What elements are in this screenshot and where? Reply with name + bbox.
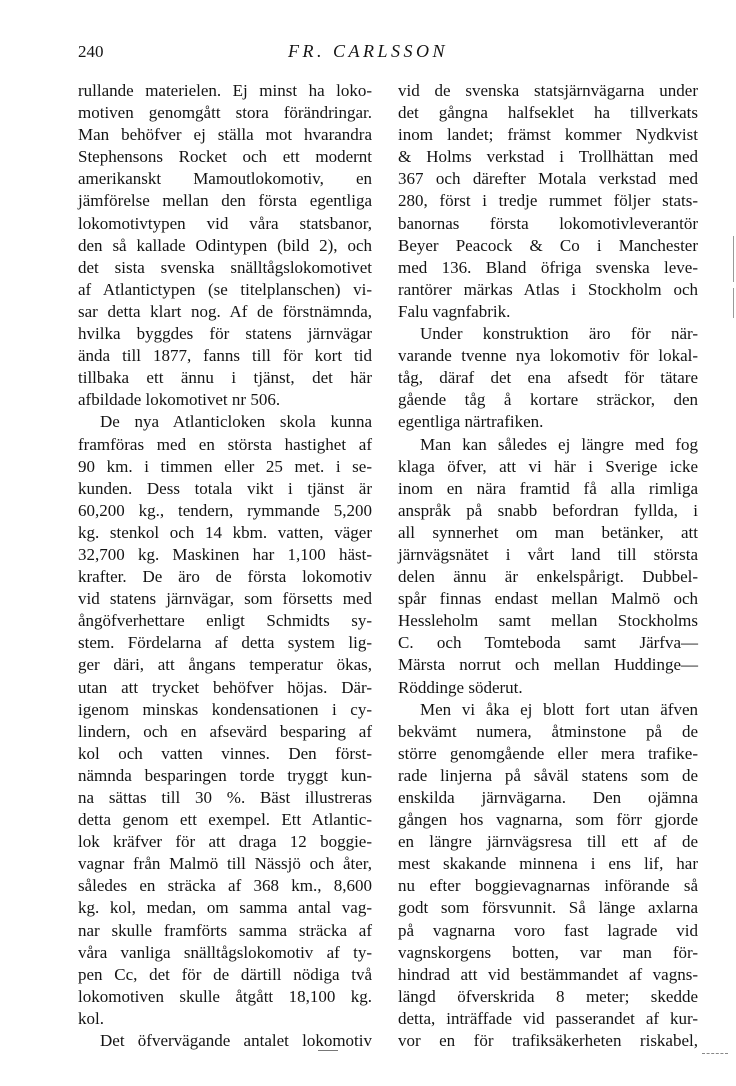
text-line: inom landet; främst kommer Nydkvist [398,125,698,145]
text-line: vor en för trafiksäkerheten riskabel, [398,1031,698,1051]
text-line: egentliga närtrafiken. [398,412,544,432]
text-line: C. och Tomteboda samt Järfva— [398,633,698,653]
text-line: vagnar från Malmö till Nässjö och åter, [78,854,372,874]
text-line: Röddinge söderut. [398,677,523,697]
scan-margin-mark [733,288,734,318]
right-text-column [398,80,698,1052]
text-line: således en sträcka af 368 km., 8,600 [78,876,372,896]
text-line: det sista svenska snälltågslokomotivet [78,257,372,277]
text-line: kg. stenkol och 14 kbm. vatten, väger [78,522,372,542]
text-line: en längre järnvägsresa till ett af de [398,832,698,852]
text-line: na sättas till 30 %. Bäst illustreras [78,788,372,807]
running-title: FR. CARLSSON [287,41,448,61]
text-line: rade linjerna på såväl statens som de [398,765,698,785]
text-line: rullande materielen. Ej minst ha loko- [78,81,372,100]
text-line: lindern, och en afsevärd besparing af [78,721,372,741]
text-line: gående tåg å kortare sträckor, den [398,390,698,410]
text-line: Man behöfver ej ställa mot hvarandra [78,125,372,145]
text-line: framföras med en största hastighet af [78,434,372,454]
text-line: Stephensons Rocket och ett modernt [78,147,372,167]
text-line: ångöfverhettare enligt Schmidts sy- [78,611,372,631]
text-line: Man kan således ej längre med fog [420,434,698,454]
text-line: våra vanliga snälltågslokomotiv af ty- [78,942,372,962]
text-line: med 136. Bland öfriga svenska leve- [398,257,698,277]
text-line: vid statens järnvägar, som försetts med [78,589,372,609]
text-line: den så kallade Odintypen (bild 2), och [78,235,372,255]
text-line: amerikanskt Mamoutlokomotiv, en [78,169,372,189]
page-number: 240 [78,42,104,61]
text-line: pen Cc, det för de därtill nödiga två [78,964,372,984]
text-line: enskilda järnvägarna. Den ojämna [398,788,698,807]
text-line: detta, inträffade vid passerandet af kur- [398,1008,698,1028]
text-line: vagnskorgens botten, var man för- [398,942,698,962]
text-line: hvilka byggdes för statens järnvägar [78,324,372,344]
text-line: anspråk på snabb befordran fyllda, i [398,500,698,520]
text-line: hindrad att vid bestämmandet af vagns- [398,964,698,984]
text-line: stem. Fördelarna af detta system lig- [78,633,372,653]
text-line: afbildade lokomotivet nr 506. [78,390,281,410]
text-line: kol och vatten vinnes. Den först- [78,743,372,763]
text-line: längd öfverskrida 8 meter; skedde [398,986,698,1006]
text-line: sar detta klart nog. Af de förstnämnda, [78,301,372,321]
text-line: bekvämt numera, åtminstone på de [398,721,698,741]
text-line: 367 och därefter Motala verkstad med [398,169,698,189]
text-line: & Holms verkstad i Trollhättan med [398,147,698,167]
text-line: nämnda besparingen torde tryggt kun- [78,765,372,785]
text-line: motiven genomgått stora förändringar. [78,103,372,123]
text-line: järnvägsnätet i vårt land till största [398,544,698,564]
text-line: lok kräfver för att draga 12 boggie- [78,832,372,852]
text-line: detta genom ett exempel. Ett Atlantic- [78,810,372,830]
left-text-column [78,80,372,1052]
text-line: ända till 1877, fanns till för kort tid [78,346,372,366]
text-line: Falu vagnfabrik. [398,301,511,321]
text-line: ger däri, att ångans temperatur ökas, [78,655,372,675]
text-line: 280, först i tredje rummet följer stats- [398,191,698,211]
text-line: kg. kol, medan, om samma antal vag- [78,898,372,918]
text-line: rantörer märkas Atlas i Stockholm och [398,279,698,299]
text-line: delen ännu är enkelspårigt. Dubbel- [398,567,698,587]
text-line: tillbaka ett ännu i tjänst, det här [78,368,372,388]
text-line: kol. [78,1008,104,1028]
text-line: 60,200 kg., tendern, rymmande 5,200 [78,500,372,520]
text-line: spår finnas endast mellan Malmö och [398,589,698,609]
text-line: igenom minskas kondensationen i cy- [78,699,372,719]
text-line: vid de svenska statsjärnvägarna under [398,81,698,100]
text-line: krafter. De äro de första lokomotiv [78,567,372,587]
text-line: lokomotiven skulle åtgått 18,100 kg. [78,986,372,1006]
text-line: De nya Atlanticloken skola kunna [100,412,372,432]
text-line: gången hos vagnarna, som förr gjorde [398,810,698,830]
text-line: Det öfvervägande antalet lokomotiv [100,1031,372,1051]
text-line: nu efter boggievagnarnas införande så [398,876,698,896]
text-line: godt som försvunnit. Så länge axlarna [398,898,698,918]
text-line: mest skakande minnena i ens lif, har [398,854,698,874]
text-line: Hessleholm samt mellan Stockholms [398,611,698,631]
text-line: kunden. Dess totala vikt i tjänst är [78,478,372,498]
footer-rule [318,1050,338,1051]
text-line: 32,700 kg. Maskinen har 1,100 häst- [78,544,372,564]
text-line: nar skulle framförts samma sträcka af [78,920,372,940]
text-line: jämförelse mellan den första egentliga [78,191,372,211]
text-line: af Atlantictypen (se titelplanschen) vi- [78,279,372,299]
text-line: lokomotivtypen vid våra statsbanor, [78,213,372,233]
text-line: klaga öfver, att vi här i Sverige icke [398,456,698,476]
text-line: Under konstruktion äro för när- [420,324,698,344]
text-line: all synnerhet om man betänker, att [398,522,698,542]
scan-edge-mark [702,1053,728,1055]
text-line: 90 km. i timmen eller 25 met. i se- [78,456,372,476]
text-line: Märsta norrut och mellan Huddinge— [398,655,698,675]
text-line: Beyer Peacock & Co i Manchester [398,235,698,255]
text-line: tåg, däraf det ena afsedt för tätare [398,368,698,388]
text-line: inom en nära framtid få alla rimliga [398,478,698,498]
text-line: Men vi åka ej blott fort utan äfven [420,699,698,719]
text-line: på vagnarna voro fast lagrade vid [398,920,698,940]
text-line: utan att trycket behöfver höjas. Där- [78,677,372,697]
text-line: banornas första lokomotivleverantör [398,213,698,233]
scan-margin-mark [733,236,734,282]
text-line: varande tvenne nya lokomotiv för lokal- [398,346,698,366]
text-line: större genomgående eller mera trafike- [398,743,698,763]
text-line: det gångna halfseklet ha tillverkats [398,103,698,123]
